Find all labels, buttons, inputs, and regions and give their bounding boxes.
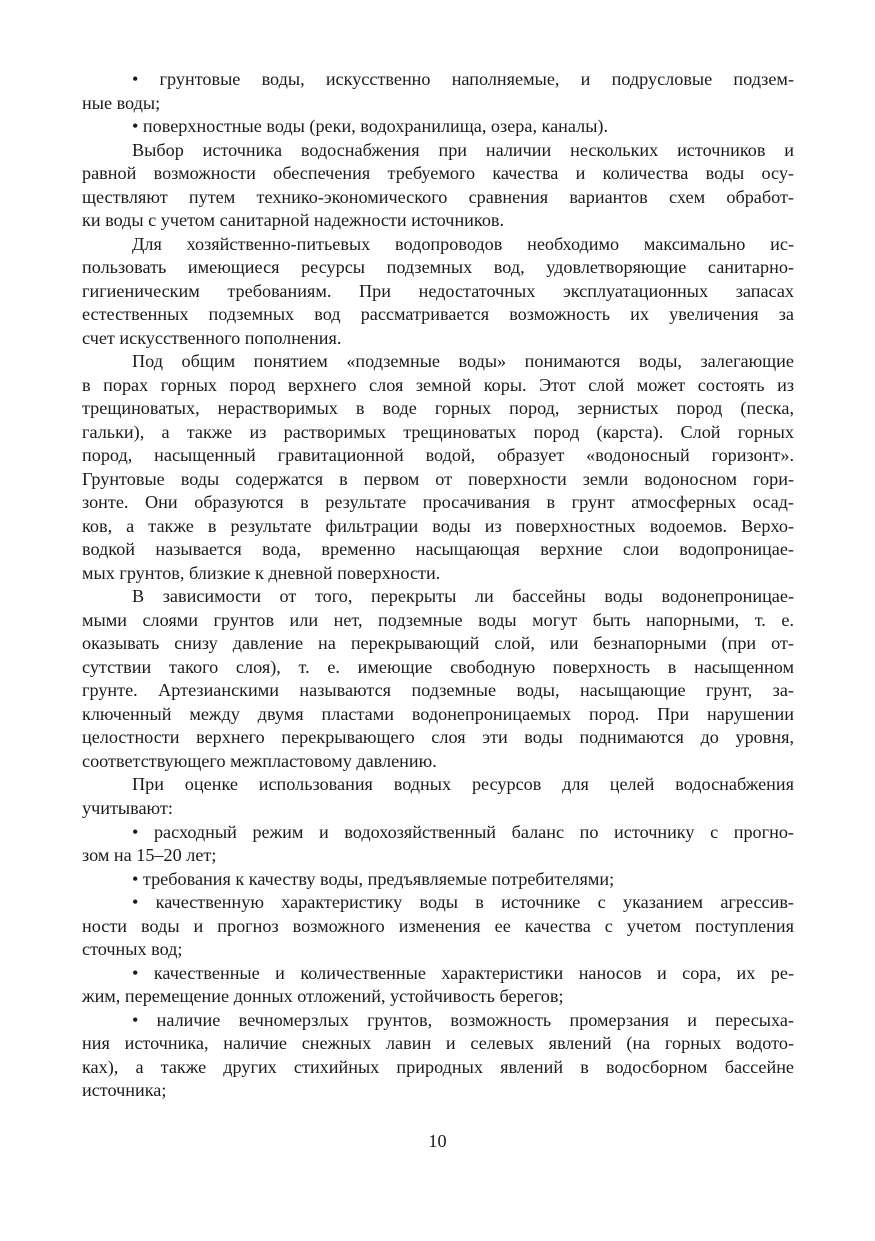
text-line: сутствии такого слоя), т. е. имеющие свободную поверхность в насыщенном (82, 656, 794, 677)
text-line: ществляют путем технико-экономического сравнения вариантов схем обработ- (82, 186, 794, 207)
text-line: • грунтовые воды, искусственно наполняемые, и подрусловые подзем- (132, 69, 794, 89)
text-line: • качественную характеристику воды в источнике с указанием агрессив- (132, 892, 794, 913)
text-line: ния источника, наличие снежных лавин и селевых явлений (на горных водото- (82, 1033, 794, 1054)
paragraph (82, 585, 794, 773)
text-line: водкой называется вода, временно насыщающая верхние слои водопроницае- (82, 539, 794, 560)
text-line: гальки), а также из растворимых трещиноватых пород (карста). Слой горных (82, 421, 794, 442)
text-line: целостности верхнего перекрывающего слоя эти воды поднимаются до уровня, (82, 727, 794, 748)
text-line: • поверхностные воды (реки, водохранилища, озера, каналы). (132, 116, 609, 137)
bullet-item (82, 821, 794, 868)
page-body (82, 68, 794, 1103)
bullet-item (82, 68, 794, 115)
text-line: Под общим понятием «подземные воды» понимаются воды, залегающие (132, 351, 794, 372)
bullet-item (82, 962, 794, 1009)
text-line: ные воды; (82, 92, 161, 113)
bullet-item (82, 115, 794, 139)
text-line: гигиеническим требованиям. При недостаточных эксплуатационных запасах (82, 280, 794, 301)
text-line: трещиноватых, нерастворимых в воде горных пород, зернистых пород (песка, (82, 398, 794, 419)
text-line: зом на 15–20 лет; (82, 845, 217, 866)
bullet-item (82, 891, 794, 962)
bullet-item (82, 1009, 794, 1103)
text-line: Грунтовые воды содержатся в первом от поверхности земли водоносном гори- (82, 468, 794, 489)
paragraph (82, 139, 794, 233)
text-line: • расходный режим и водохозяйственный баланс по источнику с прогно- (132, 821, 794, 842)
text-line: естественных подземных вод рассматривается возможность их увеличения за (82, 304, 794, 325)
text-line: соответствующего межпластовому давлению. (82, 750, 437, 771)
paragraph (82, 350, 794, 585)
text-line: мыми слоями грунтов или нет, подземные воды могут быть напорными, т. е. (82, 609, 794, 630)
text-line: зонте. Они образуются в результате просачивания в грунт атмосферных осад- (82, 492, 794, 513)
text-line: Выбор источника водоснабжения при наличии нескольких источников и (132, 139, 794, 160)
text-line: • качественные и количественные характеристики наносов и сора, их ре- (132, 962, 794, 983)
text-line: При оценке использования водных ресурсов для целей водоснабжения (132, 774, 794, 795)
text-line: • требования к качеству воды, предъявляемые потребителями; (132, 868, 615, 889)
text-line: пользовать имеющиеся ресурсы подземных вод, удовлетворяющие санитарно- (82, 257, 794, 278)
text-line: ках), а также других стихийных природных явлений в водосборном бассейне (82, 1056, 794, 1077)
text-line: равной возможности обеспечения требуемого качества и количества воды осу- (82, 163, 794, 184)
text-line: Для хозяйственно-питьевых водопроводов необходимо максимально ис- (132, 233, 794, 254)
text-line: в порах горных пород верхнего слоя земной коры. Этот слой может состоять из (82, 374, 794, 395)
text-line: ки воды с учетом санитарной надежности источников. (82, 210, 505, 231)
text-line: ности воды и прогноз возможного изменения ее качества с учетом поступления (82, 915, 794, 936)
text-line: В зависимости от того, перекрыты ли бассейны воды водонепроницае- (132, 586, 794, 607)
paragraph (82, 233, 794, 351)
text-line: учитывают: (82, 797, 173, 818)
text-line: счет искусственного пополнения. (82, 327, 342, 348)
text-line: жим, перемещение донных отложений, устойчивость берегов; (82, 986, 564, 1007)
page-number: 10 (428, 1131, 447, 1151)
text-line: ков, а также в результате фильтрации воды из поверхностных водоемов. Верхо- (82, 515, 794, 536)
paragraph (82, 773, 794, 820)
text-line: пород, насыщенный гравитационной водой, образует «водоносный горизонт». (82, 445, 794, 466)
text-line: оказывать снизу давление на перекрывающий слой, или безнапорными (при от- (82, 633, 794, 654)
text-line: грунте. Артезианскими называются подземные воды, насыщающие грунт, за- (82, 680, 794, 701)
text-line: сточных вод; (82, 939, 183, 960)
text-line: • наличие вечномерзлых грунтов, возможность промерзания и пересыха- (132, 1009, 794, 1030)
text-line: источника; (82, 1080, 167, 1101)
text-line: мых грунтов, близкие к дневной поверхности. (82, 562, 441, 583)
text-line: ключенный между двумя пластами водонепроницаемых пород. При нарушении (82, 703, 794, 724)
bullet-item (82, 868, 794, 892)
